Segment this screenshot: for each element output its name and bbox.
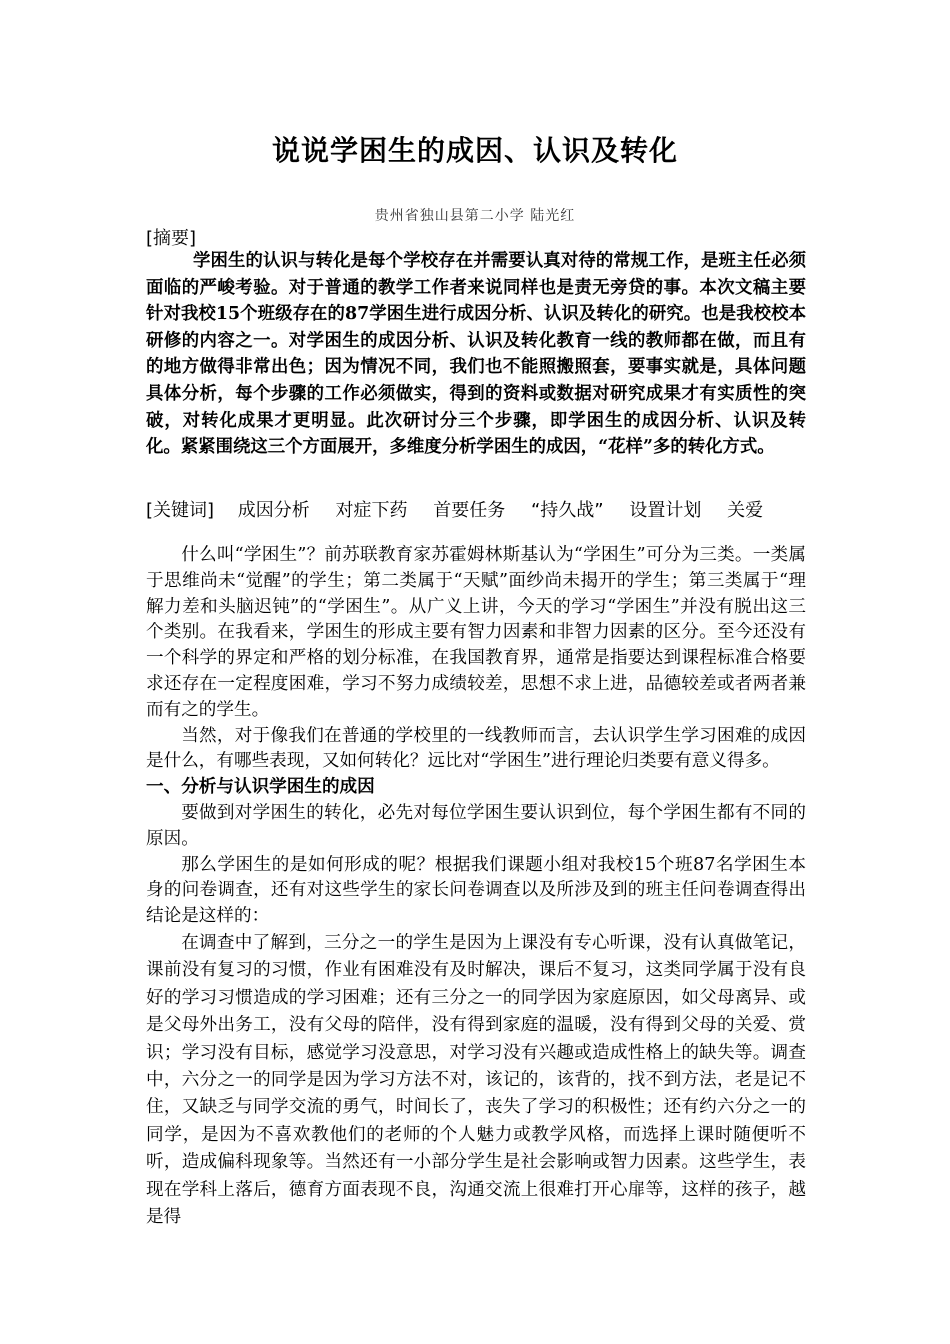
keyword-item: 首要任务 (433, 500, 506, 521)
abstract-label: [摘要] (146, 228, 197, 249)
keyword-item: 对症下药 (335, 500, 408, 521)
document-body (146, 543, 806, 1231)
body-paragraph: 在调查中了解到，三分之一的学生是因为上课没有专心听课，没有认真做笔记，课前没有复习的习惯，作业有困难没有及时解决，课后不复习，这类同学属于没有良好的学习习惯造成的学习困难；还有三分之一的同学因为家庭原因，如父母离异、或是父母外出务工，没有父母的陪伴，没有得到家庭的温暖，没有得到父母的关爱、赏识；学习没有目标，感觉学习没意思，对学习没有兴趣或造成性格上的缺失等。调查中，六分之一的同学是因为学习方法不对，该记的，该背的，找不到方法，老是记不住，又缺乏与同学交流的勇气，时间长了，丧失了学习的积极性；还有约六分之一的同学，是因为不喜欢教他们的老师的个人魅力或教学风格，而选择上课时随便听不听，造成偏科现象等。当然还有一小部分学生是社会影响或智力因素。这些学生，表现在学科上落后，德育方面表现不良，沟通交流上很难打开心扉等，这样的孩子，越是得 (146, 932, 806, 1228)
document-title: 说说学困生的成因、认识及转化 (271, 134, 678, 167)
keywords-label: [关键词] (146, 500, 215, 521)
keyword-item: 设置计划 (629, 500, 702, 521)
body-paragraph: 要做到对学困生的转化，必先对每位学困生要认识到位，每个学困生都有不同的原因。 (146, 802, 806, 849)
abstract-text: 学困生的认识与转化是每个学校存在并需要认真对待的常规工作，是班主任必须面临的严峻考验。对于普通的教学工作者来说同样也是责无旁贷的事。本次文稿主要针对我校15个班级存在的87学困生进行成因分析、认识及转化的研究。也是我校校本研修的内容之一。对学困生的成因分析、认识及转化教育一线的教师都在做，而且有的地方做得非常出色；因为情况不同，我们也不能照搬照套，要事实就是，具体问题具体分析，每个步骤的工作必须做实，得到的资料或数据对研究成果才有实质性的突破，对转化成果才更明显。此次研讨分三个步骤，即学困生的成因分析、认识及转化。紧紧围绕这三个方面展开，多维度分析学困生的成因，“花样”多的转化方式。 (146, 251, 806, 458)
author-line: 贵州省独山县第二小学 陆光红 (374, 208, 576, 224)
section-heading: 一、分析与认识学困生的成因 (146, 777, 375, 798)
keyword-item: 关爱 (727, 500, 764, 521)
keyword-item: 成因分析 (237, 500, 310, 521)
keywords-line (146, 498, 783, 524)
body-paragraph: 当然，对于像我们在普通的学校里的一线教师而言，去认识学生学习困难的成因是什么，有哪些表现，又如何转化？远比对“学困生”进行理论归类要有意义得多。 (146, 725, 806, 772)
body-paragraph: 什么叫“学困生”？前苏联教育家苏霍姆林斯基认为“学困生”可分为三类。一类属于思维尚未“觉醒”的学生；第二类属于“天赋”面纱尚未揭开的学生；第三类属于“理解力差和头脑迟钝”的“学困生”。从广义上讲，今天的学习“学困生”并没有脱出这三个类别。在我看来，学困生的形成主要有智力因素和非智力因素的区分。至今还没有一个科学的界定和严格的划分标准，在我国教育界，通常是指要达到课程标准合格要求还存在一定程度困难，学习不努力成绩较差，思想不求上进，品德较差或者两者兼而有之的学生。 (146, 545, 806, 720)
body-paragraph: 那么学困生的是如何形成的呢？根据我们课题小组对我校15个班87名学困生本身的问卷调查，还有对这些学生的家长问卷调查以及所涉及到的班主任问卷调查得出结论是这样的： (146, 854, 806, 927)
keyword-item: “持久战” (530, 500, 604, 521)
